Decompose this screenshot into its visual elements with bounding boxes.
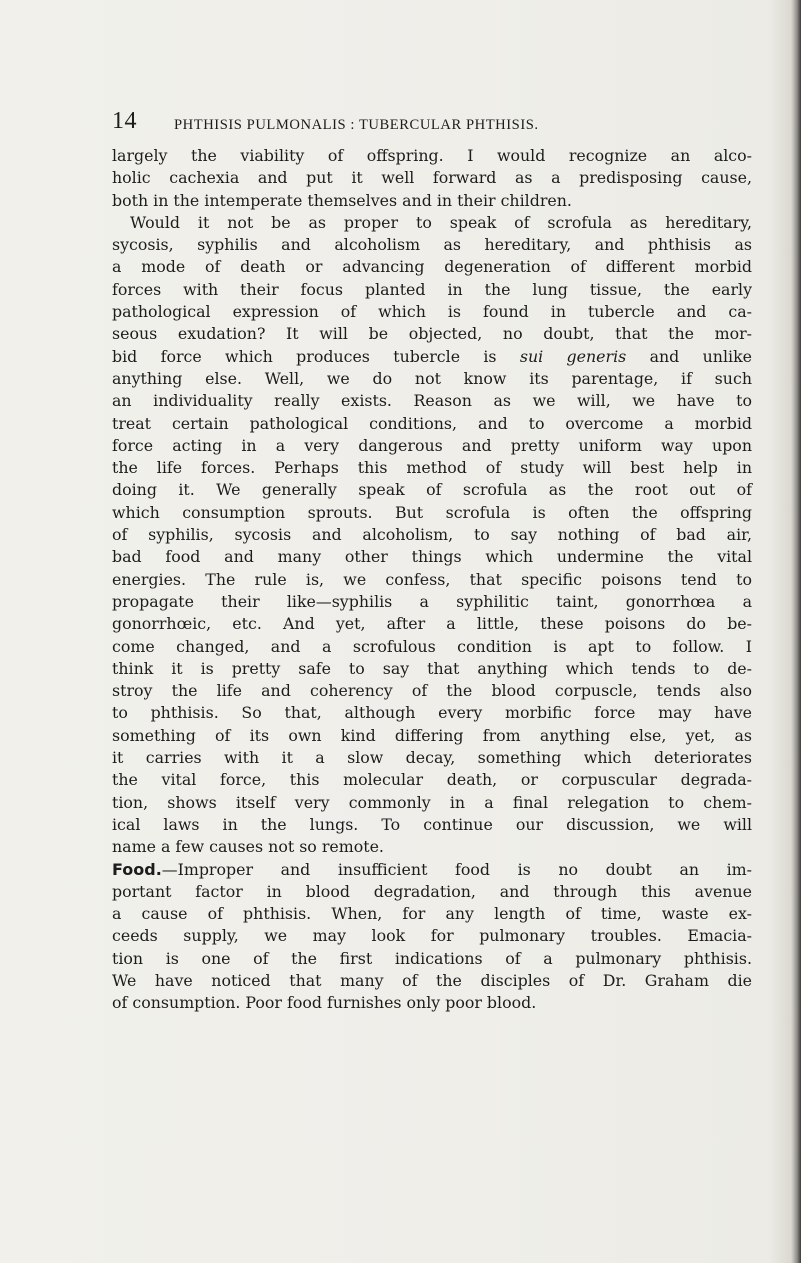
text-line: ceeds supply, we may look for pulmonary troubles. Emacia- [112,926,752,946]
text-line: come changed, and a scrofulous condition is apt to follow. I [112,636,752,656]
text-line: propagate their like—syphilis a syphilitic taint, gonorrhœa a [112,591,752,611]
text-line: something of its own kind differing from anything else, yet, as [112,725,752,745]
text-line: it carries with it a slow decay, something which deteriorates [112,748,752,768]
text-line: bad food and many other things which undermine the vital [112,547,752,567]
text-line: a mode of death or advancing degeneration of different morbid [112,257,752,277]
text-line: treat certain pathological conditions, and to overcome a morbid [112,413,752,433]
text-segment: and unlike [626,346,752,366]
italic-phrase: sui generis [519,346,627,366]
text-line: ical laws in the lungs. To continue our discussion, we will [112,814,752,834]
text-line-with-heading [112,859,752,881]
text-line: name a few causes not so remote. [112,837,384,857]
text-line: which consumption sprouts. But scrofula is often the offspring [112,502,752,522]
page-edge-shadow [791,0,801,1263]
text-line: Would it not be as proper to speak of scrofula as hereditary, [130,212,752,232]
text-segment: bid force which produces tubercle is [112,346,520,366]
text-line: anything else. Well, we do not know its parentage, if such [112,368,752,388]
text-line: gonorrhœic, etc. And yet, after a little, these poisons do be- [112,614,752,634]
text-line: tion is one of the first indications of a pulmonary phthisis. [112,948,752,968]
text-line: seous exudation? It will be objected, no doubt, that the mor- [112,324,752,344]
section-heading-food: Food. [112,859,162,879]
text-line: both in the intemperate themselves and in their children. [112,190,572,210]
text-line: doing it. We generally speak of scrofula as the root out of [112,480,752,500]
text-line: force acting in a very dangerous and pretty uniform way upon [112,435,752,455]
text-line: stroy the life and coherency of the blood corpuscle, tends also [112,681,752,701]
text-line-with-italic [112,346,752,368]
text-line: of consumption. Poor food furnishes only poor blood. [112,993,537,1013]
text-line: a cause of phthisis. When, for any length of time, waste ex- [112,904,752,924]
text-line: We have noticed that many of the disciples of Dr. Graham die [112,970,752,990]
page-number: 14 [112,108,137,134]
running-title: PHTHISIS PULMONALIS : TUBERCULAR PHTHISIS. [174,117,539,133]
running-header [112,108,752,140]
text-line: to phthisis. So that, although every morbific force may have [112,703,752,723]
text-line: the life forces. Perhaps this method of study will best help in [112,458,752,478]
text-line: think it is pretty safe to say that anything which tends to de- [112,658,752,678]
body-text [112,145,752,1015]
text-line: largely the viability of offspring. I would recognize an alco- [112,146,752,165]
text-line: of syphilis, sycosis and alcoholism, to say nothing of bad air, [112,525,752,545]
text-line: portant factor in blood degradation, and through this avenue [112,881,752,901]
text-line: sycosis, syphilis and alcoholism as hereditary, and phthisis as [112,235,752,255]
text-line: forces with their focus planted in the lung tissue, the early [112,279,752,299]
text-line: tion, shows itself very commonly in a final relegation to chem- [112,792,752,812]
text-line: an individuality really exists. Reason as we will, we have to [112,391,752,411]
text-line: the vital force, this molecular death, or corpuscular degrada- [112,770,752,790]
text-line: energies. The rule is, we confess, that specific poisons tend to [112,569,752,589]
text-line: holic cachexia and put it well forward as a predisposing cause, [112,168,752,188]
text-line: pathological expression of which is found in tubercle and ca- [112,302,752,322]
text-segment: —Improper and insufficient food is no doubt an im- [161,859,752,879]
